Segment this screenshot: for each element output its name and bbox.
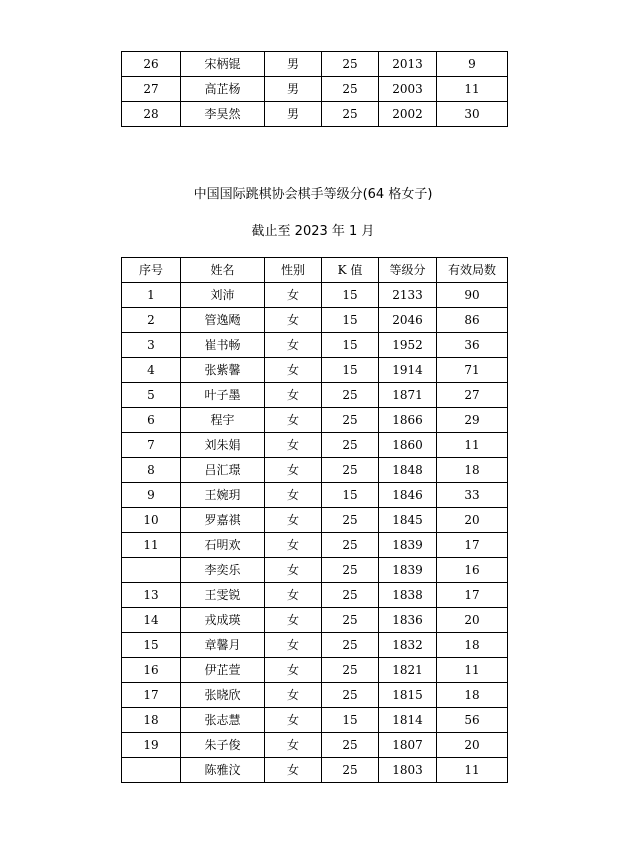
cell-gender: 女 — [265, 458, 322, 483]
cell-rating: 1952 — [379, 333, 437, 358]
cell-name: 朱子俊 — [181, 733, 265, 758]
table-row — [122, 52, 508, 77]
cell-k: 15 — [322, 283, 379, 308]
date-line: 截止至 2023 年 1 月 — [251, 224, 375, 239]
cell-rating: 2002 — [379, 102, 437, 127]
cell-rating: 1839 — [379, 558, 437, 583]
cell-gender: 女 — [265, 583, 322, 608]
cell-games: 33 — [437, 483, 508, 508]
cell-k: 25 — [322, 508, 379, 533]
cell-k: 15 — [322, 333, 379, 358]
header-k: K 值 — [322, 258, 379, 283]
header-no: 序号 — [122, 258, 181, 283]
cell-name: 宋柄锟 — [181, 52, 265, 77]
cell-name: 张紫馨 — [181, 358, 265, 383]
cell-rating: 1803 — [379, 758, 437, 783]
cell-gender: 女 — [265, 758, 322, 783]
cell-k: 15 — [322, 483, 379, 508]
cell-games: 18 — [437, 633, 508, 658]
cell-rating: 1866 — [379, 408, 437, 433]
cell-k: 25 — [322, 758, 379, 783]
cell-rating: 1845 — [379, 508, 437, 533]
table-row — [122, 458, 508, 483]
cell-rating: 1815 — [379, 683, 437, 708]
cell-games: 17 — [437, 533, 508, 558]
cell-no: 8 — [122, 458, 181, 483]
cell-gender: 女 — [265, 283, 322, 308]
cell-rating: 1821 — [379, 658, 437, 683]
table-row — [122, 383, 508, 408]
cell-rating: 1860 — [379, 433, 437, 458]
cell-k: 25 — [322, 683, 379, 708]
cell-games: 18 — [437, 458, 508, 483]
cell-k: 25 — [322, 408, 379, 433]
table-row — [122, 483, 508, 508]
cell-no: 15 — [122, 633, 181, 658]
header-games: 有效局数 — [437, 258, 508, 283]
table-row — [122, 583, 508, 608]
table-row — [122, 333, 508, 358]
cell-name: 李奕乐 — [181, 558, 265, 583]
cell-name: 王婉玥 — [181, 483, 265, 508]
cell-no: 11 — [122, 533, 181, 558]
cell-name: 张晓欣 — [181, 683, 265, 708]
cell-k: 25 — [322, 558, 379, 583]
cell-k: 25 — [322, 383, 379, 408]
cell-k: 25 — [322, 733, 379, 758]
header-row — [122, 258, 508, 283]
cell-no: 10 — [122, 508, 181, 533]
cell-name: 管逸飏 — [181, 308, 265, 333]
cell-name: 张志慧 — [181, 708, 265, 733]
table-row — [122, 308, 508, 333]
header-rating: 等级分 — [379, 258, 437, 283]
cell-games: 86 — [437, 308, 508, 333]
cell-games: 56 — [437, 708, 508, 733]
cell-name: 伊芷萱 — [181, 658, 265, 683]
cell-no: 28 — [122, 102, 181, 127]
header-name: 姓名 — [181, 258, 265, 283]
cell-rating: 1846 — [379, 483, 437, 508]
cell-k: 25 — [322, 608, 379, 633]
table-row — [122, 633, 508, 658]
cell-gender: 女 — [265, 683, 322, 708]
cell-no: 9 — [122, 483, 181, 508]
cell-gender: 女 — [265, 608, 322, 633]
women-ranking-table — [121, 257, 508, 783]
cell-no: 13 — [122, 583, 181, 608]
table-row — [122, 758, 508, 783]
cell-games: 30 — [437, 102, 508, 127]
cell-no: 19 — [122, 733, 181, 758]
table-row — [122, 558, 508, 583]
cell-no: 2 — [122, 308, 181, 333]
cell-k: 25 — [322, 77, 379, 102]
cell-no: 4 — [122, 358, 181, 383]
top-table-body — [122, 52, 508, 127]
cell-games: 11 — [437, 658, 508, 683]
cell-gender: 男 — [265, 77, 322, 102]
table-row — [122, 433, 508, 458]
cell-gender: 女 — [265, 358, 322, 383]
cell-rating: 1836 — [379, 608, 437, 633]
cell-no: 5 — [122, 383, 181, 408]
cell-gender: 女 — [265, 333, 322, 358]
cell-games: 11 — [437, 77, 508, 102]
cell-gender: 女 — [265, 633, 322, 658]
cell-no — [122, 558, 181, 583]
cell-games: 20 — [437, 508, 508, 533]
cell-name: 陈雅汶 — [181, 758, 265, 783]
cell-gender: 男 — [265, 102, 322, 127]
cell-rating: 1848 — [379, 458, 437, 483]
cell-k: 25 — [322, 433, 379, 458]
table-row — [122, 508, 508, 533]
cell-gender: 女 — [265, 658, 322, 683]
cell-name: 崔书畅 — [181, 333, 265, 358]
cell-gender: 女 — [265, 408, 322, 433]
cell-gender: 女 — [265, 533, 322, 558]
cell-rating: 2046 — [379, 308, 437, 333]
cell-no: 27 — [122, 77, 181, 102]
cell-games: 20 — [437, 733, 508, 758]
cell-no: 26 — [122, 52, 181, 77]
cell-gender: 女 — [265, 483, 322, 508]
cell-no: 6 — [122, 408, 181, 433]
cell-games: 71 — [437, 358, 508, 383]
cell-no: 17 — [122, 683, 181, 708]
cell-gender: 女 — [265, 308, 322, 333]
cell-rating: 1807 — [379, 733, 437, 758]
cell-gender: 女 — [265, 508, 322, 533]
cell-rating: 1839 — [379, 533, 437, 558]
table-row — [122, 708, 508, 733]
cell-no — [122, 758, 181, 783]
cell-rating: 2003 — [379, 77, 437, 102]
cell-name: 罗嘉祺 — [181, 508, 265, 533]
cell-name: 高芷杨 — [181, 77, 265, 102]
cell-gender: 女 — [265, 733, 322, 758]
table-row — [122, 608, 508, 633]
cell-games: 16 — [437, 558, 508, 583]
cell-name: 石明欢 — [181, 533, 265, 558]
cell-games: 27 — [437, 383, 508, 408]
table-row — [122, 733, 508, 758]
cell-games: 11 — [437, 433, 508, 458]
cell-name: 章馨月 — [181, 633, 265, 658]
cell-name: 程宇 — [181, 408, 265, 433]
cell-k: 25 — [322, 633, 379, 658]
cell-rating: 1914 — [379, 358, 437, 383]
cell-name: 戎成瑛 — [181, 608, 265, 633]
cell-rating: 1832 — [379, 633, 437, 658]
cell-k: 25 — [322, 533, 379, 558]
table-row — [122, 408, 508, 433]
cell-gender: 女 — [265, 383, 322, 408]
table-row — [122, 102, 508, 127]
cell-gender: 女 — [265, 558, 322, 583]
cell-name: 叶子墨 — [181, 383, 265, 408]
cell-name: 刘沛 — [181, 283, 265, 308]
cell-gender: 女 — [265, 708, 322, 733]
cell-games: 11 — [437, 758, 508, 783]
cell-rating: 1871 — [379, 383, 437, 408]
cell-k: 25 — [322, 52, 379, 77]
cell-games: 90 — [437, 283, 508, 308]
cell-k: 15 — [322, 308, 379, 333]
cell-gender: 女 — [265, 433, 322, 458]
cell-rating: 2133 — [379, 283, 437, 308]
cell-no: 1 — [122, 283, 181, 308]
cell-rating: 2013 — [379, 52, 437, 77]
cell-k: 25 — [322, 102, 379, 127]
top-ranking-table — [121, 51, 508, 127]
cell-name: 吕汇璟 — [181, 458, 265, 483]
cell-games: 18 — [437, 683, 508, 708]
cell-no: 18 — [122, 708, 181, 733]
main-table-body — [122, 283, 508, 783]
cell-name: 李昊然 — [181, 102, 265, 127]
cell-no: 16 — [122, 658, 181, 683]
cell-k: 25 — [322, 583, 379, 608]
cell-k: 25 — [322, 458, 379, 483]
table-row — [122, 283, 508, 308]
cell-games: 9 — [437, 52, 508, 77]
cell-games: 29 — [437, 408, 508, 433]
cell-rating: 1814 — [379, 708, 437, 733]
cell-no: 7 — [122, 433, 181, 458]
cell-gender: 男 — [265, 52, 322, 77]
table-row — [122, 358, 508, 383]
cell-games: 20 — [437, 608, 508, 633]
table-row — [122, 683, 508, 708]
cell-no: 14 — [122, 608, 181, 633]
header-gender: 性别 — [265, 258, 322, 283]
cell-rating: 1838 — [379, 583, 437, 608]
cell-games: 17 — [437, 583, 508, 608]
cell-k: 15 — [322, 708, 379, 733]
table-row — [122, 77, 508, 102]
cell-k: 15 — [322, 358, 379, 383]
cell-k: 25 — [322, 658, 379, 683]
section-title: 中国国际跳棋协会棋手等级分(64 格女子) — [193, 187, 433, 202]
cell-name: 王雯锐 — [181, 583, 265, 608]
cell-name: 刘朱娟 — [181, 433, 265, 458]
table-row — [122, 658, 508, 683]
cell-no: 3 — [122, 333, 181, 358]
cell-games: 36 — [437, 333, 508, 358]
table-row — [122, 533, 508, 558]
